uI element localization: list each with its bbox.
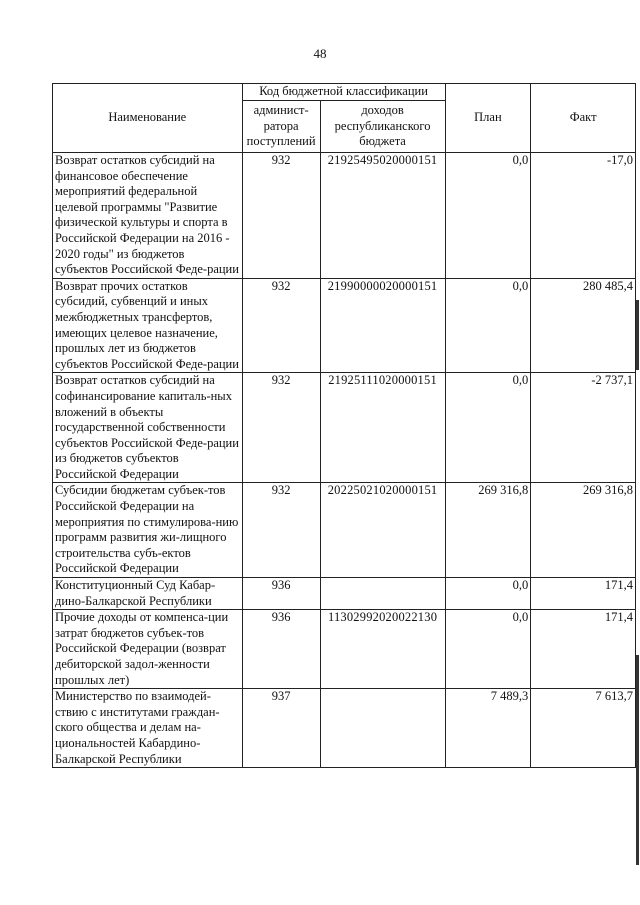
row-admin-code: 932 bbox=[242, 278, 320, 373]
row-name: Конституционный Суд Кабар-дино-Балкарской Республики bbox=[53, 578, 243, 610]
row-fact: 171,4 bbox=[531, 578, 636, 610]
row-fact: 7 613,7 bbox=[531, 689, 636, 768]
row-admin-code: 932 bbox=[242, 483, 320, 578]
scan-edge-mark bbox=[636, 300, 639, 370]
table-row bbox=[53, 153, 636, 279]
row-plan: 7 489,3 bbox=[445, 689, 531, 768]
table-row bbox=[53, 373, 636, 483]
row-plan: 0,0 bbox=[445, 610, 531, 689]
row-name: Прочие доходы от компенса-ции затрат бюджетов субъек-тов Российской Федерации (возврат дебиторской задол-женности прошлых лет) bbox=[53, 610, 243, 689]
row-plan: 0,0 bbox=[445, 278, 531, 373]
row-admin-code: 936 bbox=[242, 610, 320, 689]
row-revenue-code: 11302992020022130 bbox=[320, 610, 445, 689]
header-name: Наименование bbox=[53, 84, 243, 153]
row-revenue-code: 21925111020000151 bbox=[320, 373, 445, 483]
row-plan: 0,0 bbox=[445, 153, 531, 279]
table-row bbox=[53, 278, 636, 373]
page-number: 48 bbox=[313, 46, 327, 61]
row-admin-code: 932 bbox=[242, 373, 320, 483]
budget-table bbox=[52, 83, 636, 768]
row-revenue-code: 21990000020000151 bbox=[320, 278, 445, 373]
row-revenue-code bbox=[320, 689, 445, 768]
header-fact: Факт bbox=[531, 84, 636, 153]
row-fact: -2 737,1 bbox=[531, 373, 636, 483]
table-header bbox=[53, 84, 636, 153]
row-name: Возврат прочих остатков субсидий, субвенций и иных межбюджетных трансфертов, имеющих целевое назначение, прошлых лет из бюджетов субъектов Российской Феде-рации bbox=[53, 278, 243, 373]
header-plan: План bbox=[445, 84, 531, 153]
row-fact: 171,4 bbox=[531, 610, 636, 689]
row-plan: 0,0 bbox=[445, 578, 531, 610]
header-revenue: доходов республиканского бюджета bbox=[320, 101, 445, 153]
row-plan: 269 316,8 bbox=[445, 483, 531, 578]
row-admin-code: 936 bbox=[242, 578, 320, 610]
header-classification-code: Код бюджетной классификации bbox=[242, 84, 445, 101]
table-row bbox=[53, 689, 636, 768]
row-revenue-code: 20225021020000151 bbox=[320, 483, 445, 578]
row-admin-code: 932 bbox=[242, 153, 320, 279]
row-revenue-code: 21925495020000151 bbox=[320, 153, 445, 279]
row-fact: -17,0 bbox=[531, 153, 636, 279]
table-row bbox=[53, 578, 636, 610]
row-name: Возврат остатков субсидий на софинансирование капиталь-ных вложений в объекты государственной собственности субъектов Российской Феде-рации из бюджетов субъектов Российской Федерации bbox=[53, 373, 243, 483]
row-name: Министерство по взаимодей-ствию с институтами граждан-ского общества и делам на-циональностей Кабардино-Балкарской Республики bbox=[53, 689, 243, 768]
scan-edge-mark bbox=[636, 655, 639, 865]
table-row bbox=[53, 483, 636, 578]
row-fact: 280 485,4 bbox=[531, 278, 636, 373]
row-name: Субсидии бюджетам субъек-тов Российской Федерации на мероприятия по стимулирова-нию программ развития жи-лищного строительства субъ-ектов Российской Федерации bbox=[53, 483, 243, 578]
table-row bbox=[53, 610, 636, 689]
row-admin-code: 937 bbox=[242, 689, 320, 768]
header-admin: админист-ратора поступлений bbox=[242, 101, 320, 153]
row-plan: 0,0 bbox=[445, 373, 531, 483]
row-fact: 269 316,8 bbox=[531, 483, 636, 578]
table-body bbox=[53, 153, 636, 768]
row-name: Возврат остатков субсидий на финансовое обеспечение мероприятий федеральной целевой программы "Развитие физической культуры и спорта в Российской Федерации на 2016 - 2020 годы" из бюджетов субъектов Российской Феде-рации bbox=[53, 153, 243, 279]
row-revenue-code bbox=[320, 578, 445, 610]
